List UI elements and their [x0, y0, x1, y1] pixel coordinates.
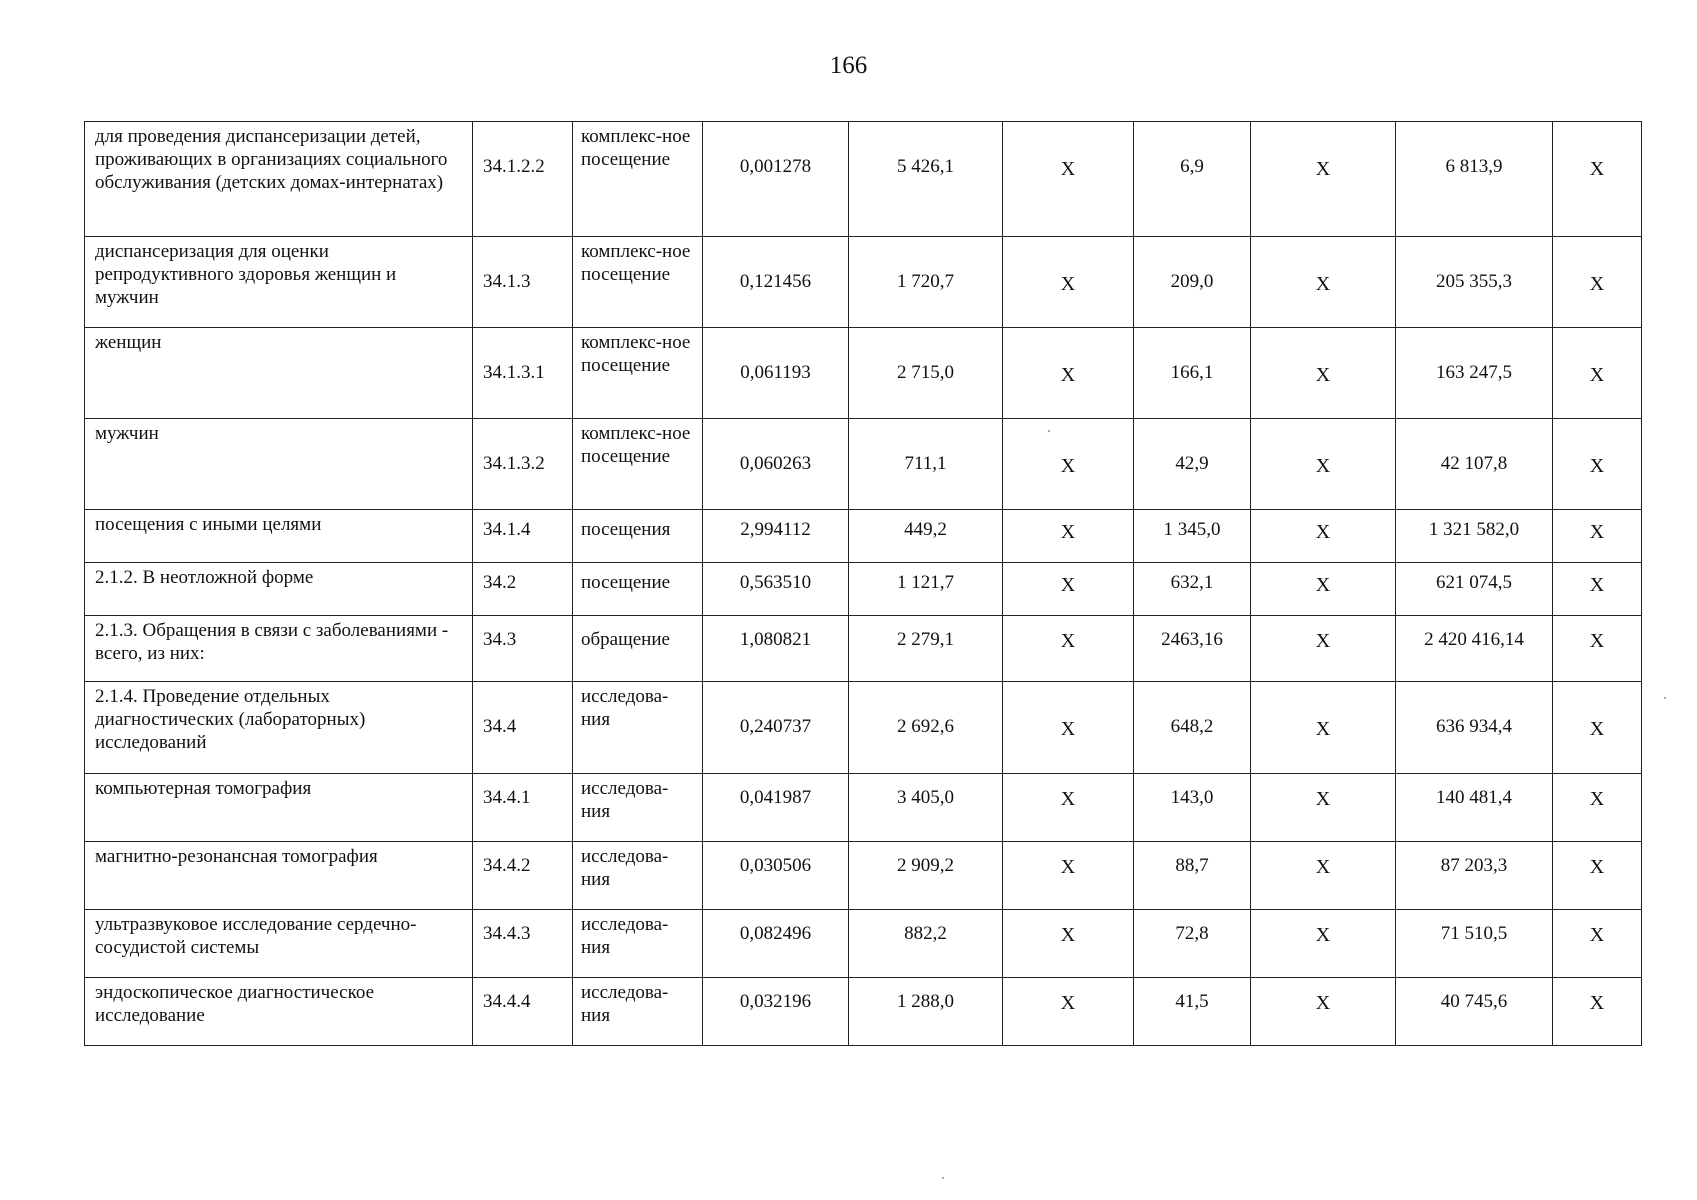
- cell-x-mark: Х: [1553, 237, 1642, 328]
- cell-x-mark: Х: [1251, 616, 1396, 682]
- cell-x-mark: Х: [1251, 510, 1396, 563]
- cell-unit: комплекс-ное посещение: [573, 419, 703, 510]
- cell-x-mark: Х: [1251, 122, 1396, 237]
- cell-row-code: 34.2: [473, 563, 573, 616]
- cell-unit-cost: 449,2: [849, 510, 1003, 563]
- cell-unit-cost: 882,2: [849, 910, 1003, 978]
- cell-x-mark: Х: [1251, 978, 1396, 1046]
- cell-row-code: 34.4.3: [473, 910, 573, 978]
- cell-x-mark: Х: [1553, 122, 1642, 237]
- cell-x-mark: Х: [1251, 774, 1396, 842]
- scan-speck: [1048, 430, 1050, 432]
- cell-unit: комплекс-ное посещение: [573, 237, 703, 328]
- cell-row-code: 34.1.2.2: [473, 122, 573, 237]
- cell-per-capita: 42,9: [1134, 419, 1251, 510]
- cell-unit-cost: 2 715,0: [849, 328, 1003, 419]
- cell-x-mark: Х: [1553, 419, 1642, 510]
- cell-total-cost: 71 510,5: [1396, 910, 1553, 978]
- cell-x-mark: Х: [1553, 682, 1642, 774]
- cell-x-mark: Х: [1003, 510, 1134, 563]
- table-row: [85, 419, 1642, 510]
- table-row: [85, 122, 1642, 237]
- cell-unit-cost: 2 692,6: [849, 682, 1003, 774]
- cell-x-mark: Х: [1251, 842, 1396, 910]
- cell-indicator-name: 2.1.4. Проведение отдельных диагностических (лабораторных) исследований: [85, 682, 473, 774]
- cell-norm-per-person: 0,001278: [703, 122, 849, 237]
- cell-total-cost: 163 247,5: [1396, 328, 1553, 419]
- cell-unit: исследова-ния: [573, 978, 703, 1046]
- cell-x-mark: Х: [1003, 774, 1134, 842]
- cell-indicator-name: мужчин: [85, 419, 473, 510]
- cell-total-cost: 1 321 582,0: [1396, 510, 1553, 563]
- cell-indicator-name: женщин: [85, 328, 473, 419]
- cell-indicator-name: 2.1.2. В неотложной форме: [85, 563, 473, 616]
- cell-per-capita: 143,0: [1134, 774, 1251, 842]
- cell-indicator-name: диспансеризация для оценки репродуктивного здоровья женщин и мужчин: [85, 237, 473, 328]
- cell-per-capita: 2463,16: [1134, 616, 1251, 682]
- cell-x-mark: Х: [1003, 563, 1134, 616]
- cell-norm-per-person: 1,080821: [703, 616, 849, 682]
- cell-row-code: 34.1.3: [473, 237, 573, 328]
- cell-per-capita: 166,1: [1134, 328, 1251, 419]
- cell-total-cost: 2 420 416,14: [1396, 616, 1553, 682]
- cell-unit: исследова-ния: [573, 682, 703, 774]
- cell-norm-per-person: 0,041987: [703, 774, 849, 842]
- cell-per-capita: 41,5: [1134, 978, 1251, 1046]
- cell-x-mark: Х: [1003, 910, 1134, 978]
- table-row: [85, 328, 1642, 419]
- cell-norm-per-person: 0,121456: [703, 237, 849, 328]
- cell-unit: исследова-ния: [573, 774, 703, 842]
- cell-per-capita: 72,8: [1134, 910, 1251, 978]
- cell-unit-cost: 1 121,7: [849, 563, 1003, 616]
- cell-total-cost: 621 074,5: [1396, 563, 1553, 616]
- cell-norm-per-person: 0,032196: [703, 978, 849, 1046]
- cell-norm-per-person: 0,240737: [703, 682, 849, 774]
- cell-norm-per-person: 0,563510: [703, 563, 849, 616]
- cell-norm-per-person: 0,061193: [703, 328, 849, 419]
- cell-row-code: 34.1.3.2: [473, 419, 573, 510]
- cell-unit-cost: 3 405,0: [849, 774, 1003, 842]
- medical-care-volume-table: [84, 121, 1642, 1046]
- cell-x-mark: Х: [1003, 122, 1134, 237]
- cell-indicator-name: эндоскопическое диагностическое исследование: [85, 978, 473, 1046]
- cell-per-capita: 88,7: [1134, 842, 1251, 910]
- cell-total-cost: 40 745,6: [1396, 978, 1553, 1046]
- cell-unit: комплекс-ное посещение: [573, 328, 703, 419]
- cell-x-mark: Х: [1553, 563, 1642, 616]
- cell-row-code: 34.1.3.1: [473, 328, 573, 419]
- cell-x-mark: Х: [1251, 328, 1396, 419]
- cell-x-mark: Х: [1251, 910, 1396, 978]
- cell-unit: комплекс-ное посещение: [573, 122, 703, 237]
- page-number: 166: [829, 52, 868, 79]
- cell-norm-per-person: 0,060263: [703, 419, 849, 510]
- cell-x-mark: Х: [1251, 237, 1396, 328]
- cell-x-mark: Х: [1553, 510, 1642, 563]
- cell-unit-cost: 2 279,1: [849, 616, 1003, 682]
- table-row: [85, 237, 1642, 328]
- cell-unit-cost: 5 426,1: [849, 122, 1003, 237]
- cell-unit-cost: 1 720,7: [849, 237, 1003, 328]
- cell-unit: исследова-ния: [573, 910, 703, 978]
- table-row: [85, 978, 1642, 1046]
- cell-indicator-name: посещения с иными целями: [85, 510, 473, 563]
- cell-unit: посещение: [573, 563, 703, 616]
- cell-indicator-name: магнитно-резонансная томография: [85, 842, 473, 910]
- cell-unit-cost: 1 288,0: [849, 978, 1003, 1046]
- cell-indicator-name: 2.1.3. Обращения в связи с заболеваниями - всего, из них:: [85, 616, 473, 682]
- table-row: [85, 774, 1642, 842]
- cell-total-cost: 205 355,3: [1396, 237, 1553, 328]
- table-row: [85, 616, 1642, 682]
- cell-unit: обращение: [573, 616, 703, 682]
- cell-unit: посещения: [573, 510, 703, 563]
- cell-per-capita: 632,1: [1134, 563, 1251, 616]
- cell-unit-cost: 711,1: [849, 419, 1003, 510]
- cell-unit-cost: 2 909,2: [849, 842, 1003, 910]
- cell-row-code: 34.4: [473, 682, 573, 774]
- cell-x-mark: Х: [1003, 842, 1134, 910]
- cell-indicator-name: компьютерная томография: [85, 774, 473, 842]
- cell-unit: исследова-ния: [573, 842, 703, 910]
- table-row: [85, 563, 1642, 616]
- cell-x-mark: Х: [1251, 682, 1396, 774]
- cell-x-mark: Х: [1553, 328, 1642, 419]
- cell-x-mark: Х: [1003, 616, 1134, 682]
- cell-per-capita: 1 345,0: [1134, 510, 1251, 563]
- cell-per-capita: 648,2: [1134, 682, 1251, 774]
- cell-norm-per-person: 0,082496: [703, 910, 849, 978]
- cell-x-mark: Х: [1003, 237, 1134, 328]
- cell-x-mark: Х: [1553, 978, 1642, 1046]
- cell-total-cost: 636 934,4: [1396, 682, 1553, 774]
- cell-per-capita: 6,9: [1134, 122, 1251, 237]
- cell-indicator-name: для проведения диспансеризации детей, проживающих в организациях социального обслуживания (детских домах-интернатах): [85, 122, 473, 237]
- table-row: [85, 842, 1642, 910]
- table-row: [85, 910, 1642, 978]
- cell-norm-per-person: 2,994112: [703, 510, 849, 563]
- table-row: [85, 682, 1642, 774]
- cell-x-mark: Х: [1003, 328, 1134, 419]
- cell-indicator-name: ультразвуковое исследование сердечно-сосудистой системы: [85, 910, 473, 978]
- cell-x-mark: Х: [1003, 419, 1134, 510]
- cell-total-cost: 6 813,9: [1396, 122, 1553, 237]
- scan-speck: [942, 1177, 944, 1179]
- cell-x-mark: Х: [1251, 563, 1396, 616]
- table-row: [85, 510, 1642, 563]
- cell-x-mark: Х: [1553, 774, 1642, 842]
- cell-total-cost: 140 481,4: [1396, 774, 1553, 842]
- cell-row-code: 34.4.4: [473, 978, 573, 1046]
- scan-speck: [1664, 697, 1666, 699]
- cell-x-mark: Х: [1003, 682, 1134, 774]
- cell-per-capita: 209,0: [1134, 237, 1251, 328]
- cell-x-mark: Х: [1553, 910, 1642, 978]
- cell-norm-per-person: 0,030506: [703, 842, 849, 910]
- cell-x-mark: Х: [1553, 616, 1642, 682]
- cell-x-mark: Х: [1003, 978, 1134, 1046]
- cell-row-code: 34.3: [473, 616, 573, 682]
- cell-x-mark: Х: [1553, 842, 1642, 910]
- cell-total-cost: 87 203,3: [1396, 842, 1553, 910]
- cell-row-code: 34.1.4: [473, 510, 573, 563]
- cell-x-mark: Х: [1251, 419, 1396, 510]
- cell-row-code: 34.4.2: [473, 842, 573, 910]
- cell-row-code: 34.4.1: [473, 774, 573, 842]
- cell-total-cost: 42 107,8: [1396, 419, 1553, 510]
